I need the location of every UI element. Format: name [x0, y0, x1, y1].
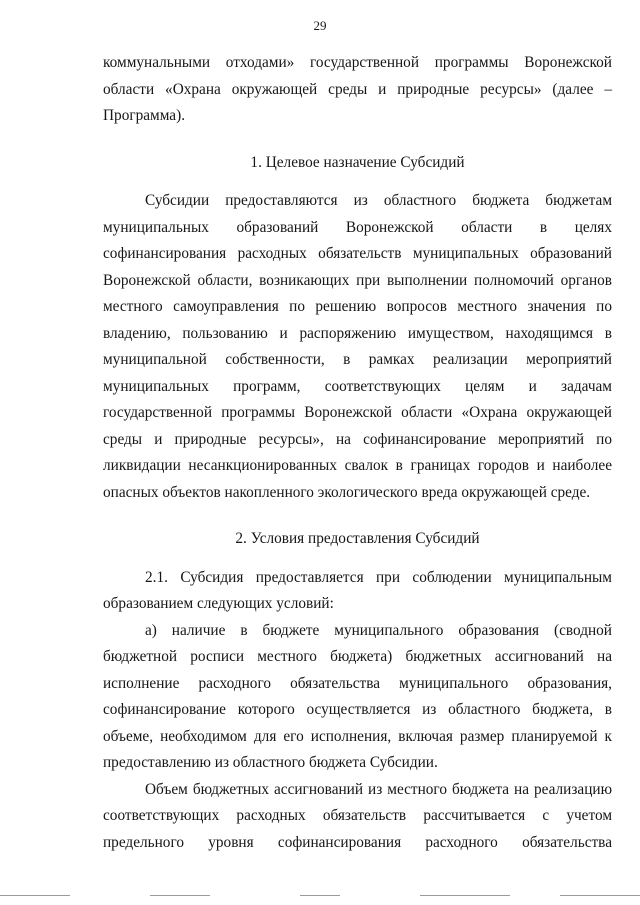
section-2-heading: 2. Условия предоставления Субсидий [235, 530, 480, 547]
clause-2-1: 2.1. Субсидия предоставляется при соблюдении муниципальным образованием следующих условий: [103, 568, 612, 612]
section-1-body: Субсидии предоставляются из областного бюджета бюджетам муниципальных образований Воронежской области в целях софинансирования расходных обязательств муниципальных образований Воронежской области, возникающих при выполнении полномочий органов местного самоуправления по решению вопросов местного значения по владению, пользованию и распоряжению имуществом, находящимся в муниципальной собственности, в рамках реализации мероприятий муниципальных программ, соответствующих целям и задачам государственной программы Воронежской области «Охрана окружающей среды и природные ресурсы», на софинансирование мероприятий по ликвидации несанкционированных свалок в границах городов и наиболее опасных объектов накопленного экологического вреда окружающей среде. [103, 192, 612, 501]
clause-a: а) наличие в бюджете муниципального образования (сводной бюджетной росписи местного бюджета) бюджетных ассигнований на исполнение расходного обязательства муниципального образования, софинансирование которого осуществляется из областного бюджета, в объеме, необходимом для его исполнения, включая размер планируемой к предоставлению из областного бюджета Субсидии. [103, 621, 612, 771]
scan-edge-artifact [0, 895, 640, 897]
intro-paragraph: коммунальными отходами» государственной программы Воронежской области «Охрана окружающей среды и природные ресурсы» (далее – Программа). [103, 54, 612, 124]
page-number: 29 [313, 18, 327, 33]
section-1-heading: 1. Целевое назначение Субсидий [250, 153, 465, 171]
volume-paragraph: Объем бюджетных ассигнований из местного бюджета на реализацию соответствующих расходных обязательств рассчитывается с учетом предельного уровня софинансирования расходного обязательства [103, 780, 612, 851]
document-body [103, 50, 612, 856]
